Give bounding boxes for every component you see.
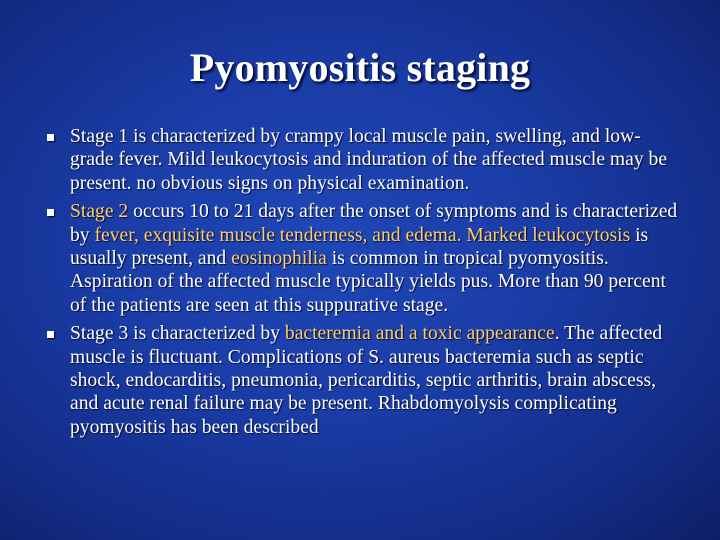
- square-bullet-icon: [47, 209, 54, 216]
- bullet-list: [48, 125, 678, 444]
- bullet-text: . The affected muscle is fluctuant. Complications of S. aureus bacteremia such as septic shock, endocarditis, pneumonia, pericarditis, septic arthritis, brain abscess, and acute renal failure may be present. Rhabdomyolysis complicating pyomyositis has been described: [70, 323, 663, 438]
- highlighted-text: fever, exquisite muscle tenderness, and edema. Marked leukocytosis: [94, 224, 631, 246]
- square-bullet-icon: [47, 331, 54, 338]
- bullet-item: [48, 125, 678, 195]
- bullet-text: is common in tropical pyomyositis. Aspiration of the affected muscle typically yields pus. More than 90 percent of the patients are seen at this suppurative stage.: [70, 248, 666, 316]
- bullet-text: Stage 1 is characterized by crampy local muscle pain, swelling, and low-grade fever. Mild leukocytosis and induration of the affected muscle may be present. no obvious signs on physical examination.: [70, 126, 668, 194]
- bullet-item: [48, 200, 678, 317]
- highlighted-text: bacteremia and a toxic appearance: [284, 323, 555, 345]
- bullet-item: [48, 322, 678, 439]
- square-bullet-icon: [47, 134, 54, 141]
- highlighted-text: Stage 2: [70, 201, 129, 223]
- highlighted-text: eosinophilia: [231, 248, 327, 270]
- bullet-text: is usually present, and: [70, 224, 649, 270]
- slide-title: Pyomyositis staging: [189, 45, 531, 90]
- bullet-text: occurs 10 to 21 days after the onset of symptoms and is characterized by: [70, 201, 678, 246]
- bullet-text: Stage 3 is characterized by: [70, 323, 285, 345]
